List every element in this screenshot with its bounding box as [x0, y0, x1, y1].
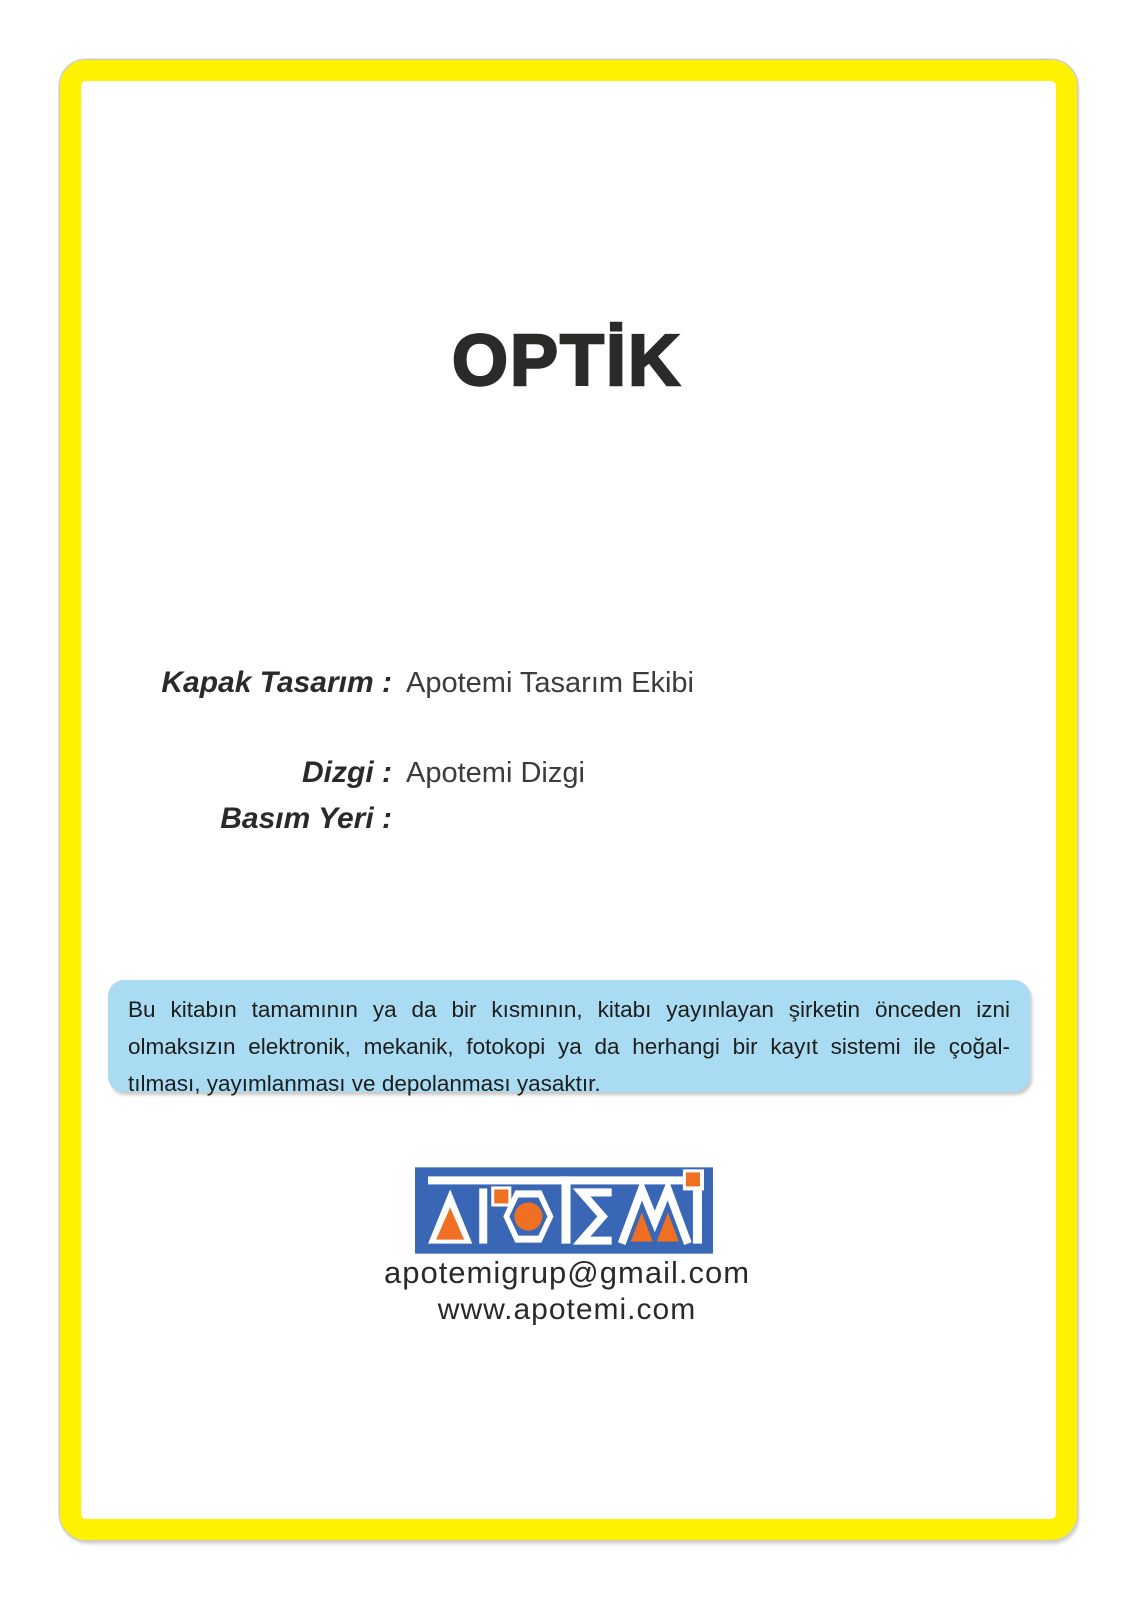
publisher-website: www.apotemi.com: [437, 1293, 697, 1326]
copyright-line: olmaksızın elektronik, mekanik, fotokopi ya da herhangi bir kayıt sistemi ile çoğal-: [128, 1034, 1010, 1059]
credit-row-print-place: [0, 802, 1134, 836]
book-title: OPTİK: [451, 321, 682, 401]
copyright-line: tılması, yayımlanması ve depolanması yasaktır.: [128, 1071, 601, 1096]
credit-row-typesetting: [0, 756, 1134, 790]
credit-value: Apotemi Tasarım Ekibi: [406, 667, 694, 699]
credit-row-cover-design: [0, 666, 1134, 700]
apotemi-logo-graphic: [415, 1167, 713, 1254]
credit-label: Kapak Tasarım :: [161, 666, 392, 699]
publisher-email: apotemigrup@gmail.com: [383, 1255, 751, 1290]
credit-label: Basım Yeri :: [220, 802, 392, 835]
apotemi-logo: [415, 1167, 713, 1254]
copyright-line: Bu kitabın tamamının ya da bir kısmının, kitabı yayınlayan şirketin önceden izni: [128, 997, 1010, 1022]
credit-label: Dizgi :: [302, 756, 392, 789]
copyright-notice-box: [108, 980, 1030, 1096]
credit-value: Apotemi Dizgi: [406, 757, 585, 789]
